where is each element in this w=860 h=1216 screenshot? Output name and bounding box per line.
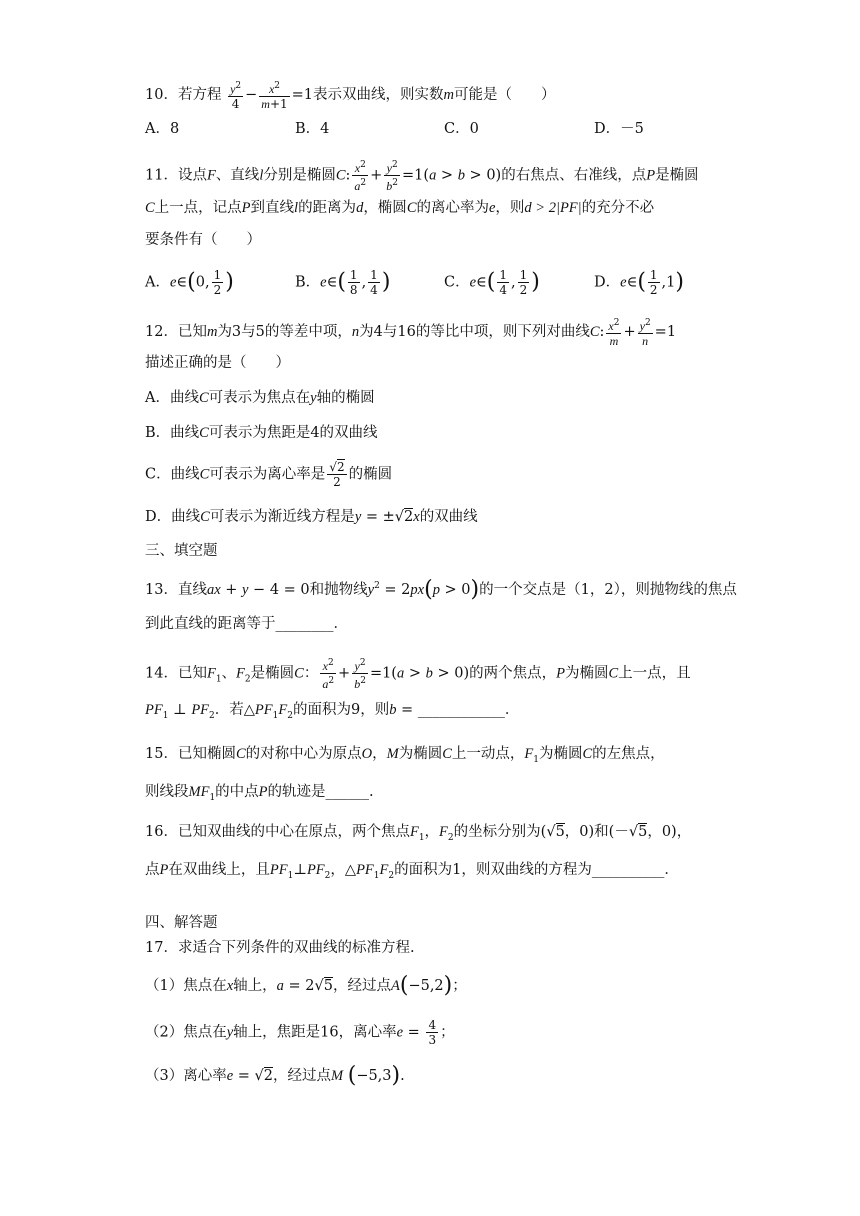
var-F: F [206,167,216,184]
text: 分别是椭圆 [263,167,336,184]
text: 的坐标分别为( [453,824,547,840]
text: 可表示为焦点在 [208,390,311,406]
text: 在双曲线上，且 [168,862,270,878]
condition: d > 2|PF| [524,200,582,216]
text: 为3与5的等差中项， [217,324,352,340]
text: 上一动点， [451,746,525,762]
q11-option-b: B．e∈( $\frac{1}{8}$ , $\frac{1}{4}$ ) [295,268,391,297]
text: （3）离心率 [145,1068,227,1084]
label: C． [444,274,470,291]
question-10: 10．若方程 $\frac{y^2}{4}$ − $\frac{x^2}{m+1}$ =1表示双曲线，则实数m可能是（ ） [145,81,556,111]
text: ， [372,746,387,762]
label: B．曲线 [145,425,200,441]
question-16-line-1: 16．已知双曲线的中心在原点，两个焦点$F_1$，$F_2$的坐标分别为(√5，0)和(－√5，0)， [145,824,692,843]
text: 可表示为渐近线方程是 [209,509,355,525]
text: ，0)和(－ [564,824,629,840]
text: 和抛物线 [309,581,368,598]
text: 轴上， [233,978,277,994]
question-12-line-2: 描述正确的是（ ） [145,355,290,371]
text: 上一点，记点 [154,200,242,216]
q11-option-a: A．e∈(0, $\frac{1}{2}$ ) [145,268,234,297]
q12-option-a: A．曲线C可表示为焦点在y轴的椭圆 [145,390,375,406]
question-12-line-1: 12．已知m为3与5的等差中项，n为4与16的等比中项，则下列对曲线C: $\frac{x^2}{m}$ + $\frac{y^2}{n}$ =1 [145,318,677,348]
text: （2）焦点在 [145,1024,227,1041]
text: 的面积为9，则 [292,702,390,718]
text: （1）焦点在 [145,978,227,994]
fraction: $\frac{x^2}{a^2}$ [354,160,367,193]
text: 可表示为离心率是 [209,466,326,483]
text: 的双曲线 [419,509,478,525]
text: 的两个焦点， [469,665,557,682]
var-e: e [488,200,496,216]
text: ，0)， [647,824,692,840]
label: D．曲线 [145,509,201,525]
text: ，△ [330,862,357,878]
q17-part-2: （2）焦点在y轴上，焦距是16，离心率e = $\frac{4}{3}$ ； [145,1018,455,1047]
fraction: $\frac{y^2}{4}$ [230,81,242,111]
text: 的左焦点， [592,746,665,762]
q12-option-d: D．曲线C可表示为渐近线方程是y = ±√2x的双曲线 [145,509,478,525]
text: ，椭圆 [363,200,407,216]
q10-option-b: B．4 [295,121,330,137]
text: 轴上，焦距是16，离心率 [233,1024,397,1041]
label: C．曲线 [145,466,200,483]
q10-option-c: C．0 [444,121,479,137]
q17-part-1: （1）焦点在x轴上，a = 2√5，经过点A(−5,2)； [145,973,467,998]
text: 可表示为焦距是4的双曲线 [208,425,378,441]
text: 的椭圆 [348,466,393,483]
text: 到直线 [250,200,295,216]
text: ．若 [214,702,244,718]
text: 点 [145,862,160,878]
var-l: l [259,167,264,184]
var-m: m [443,87,455,103]
text: 的面积为1，则双曲线的方程为__________． [394,862,679,878]
text: 15．已知椭圆 [145,746,236,762]
var-P: P [646,167,656,184]
question-17-title: 17．求适合下列条件的双曲线的标准方程. [145,940,415,956]
text: ，经过点 [333,978,391,994]
question-13-line-2: 到此直线的距离等于________． [145,616,348,632]
section-heading-solve: 四、解答题 [145,915,218,931]
q11-option-d: D．e∈( $\frac{1}{2}$ ,1) [594,268,684,297]
text: 轴的椭圆 [316,390,375,406]
q12-option-c: C．曲线C可表示为离心率是 $\frac{√2}{2}$ 的椭圆 [145,460,393,489]
text: 是椭圆 [250,665,295,682]
section-heading-fill-blank: 三、填空题 [145,543,218,559]
text: 14．已知 [145,665,207,682]
text: 上一点，且 [618,665,691,682]
text: 为椭圆 [564,665,609,682]
text: ，经过点 [273,1068,332,1084]
label: B． [295,274,321,291]
text: 、 [221,665,237,682]
q11-option-c: C．e∈( $\frac{1}{4}$ , $\frac{1}{2}$ ) [444,268,540,297]
q17-part-3: （3）离心率e = √2，经过点M (−5,3). [145,1063,405,1088]
text: 的右焦点、右准线，点 [501,167,647,184]
text: 为椭圆 [538,746,583,762]
text: ，则 [495,200,525,216]
text: 的离心率为 [416,200,489,216]
text: 的轨迹是______. [267,784,374,800]
q10-option-a: A．8 [145,121,180,137]
question-14-line-1: 14．已知$F_1$、$F_2$是椭圆C： $\frac{x^2}{a^2}$ + $\frac{y^2}{b^2}$ =1(a > b > 0)的两个焦点，P为椭圆C上一点，且 [145,658,691,691]
var-d: d [356,200,364,216]
text: 的一个交点是（1，2），则抛物线的焦点 [479,581,737,598]
question-13-line-1: 13．直线ax + y − 4 = 0和抛物线$y^2 = 2px(p > 0)$的一个交点是（1，2），则抛物线的焦点 [145,576,737,602]
text: 的充分不必 [581,200,655,216]
label: A． [145,274,170,291]
text: 的对称中心为原点 [245,746,362,762]
label: A．曲线 [145,390,199,406]
text: 16．已知双曲线的中心在原点，两个焦点 [145,824,410,840]
text: 是椭圆 [655,167,699,184]
text: 、直线 [215,167,260,184]
text: 的中点 [215,784,259,800]
question-11-line-1: 11．设点F、直线l分别是椭圆C: $\frac{x^2}{a^2}$ + $\frac{y^2}{b^2}$ =1(a > b > 0)的右焦点、右准线，点P是椭圆 [145,160,699,193]
text: 则线段 [145,784,189,800]
text: 为椭圆 [398,746,443,762]
text: 12．已知 [145,324,207,340]
text: 为4与16的等比中项，则下列对曲线 [359,324,590,340]
question-16-line-2: 点P在双曲线上，且$PF_1\perp PF_2$，$\triangle PF_1F_2$的面积为1，则双曲线的方程为__________． [145,862,679,881]
label: D． [594,274,621,291]
question-15-line-2: 则线段$MF_1$的中点P的轨迹是______. [145,784,374,803]
text: 的距离为 [298,200,357,216]
text: 13．直线 [145,581,207,598]
q10-stem: 10．若方程 [145,87,222,103]
text: 11．设点 [145,167,207,184]
question-15-line-1: 15．已知椭圆C的对称中心为原点O，M为椭圆C上一动点，$F_1$为椭圆C的左焦点， [145,746,665,765]
q10-tail: 可能是（ ） [454,87,556,103]
q10-option-d: D．－5 [594,121,644,137]
fraction: $\frac{y^2}{b^2}$ [386,160,399,193]
question-14-line-2: $PF_1$ ⊥ $PF_2$．若$\triangle PF_1F_2$的面积为9，则b = ____________． [145,702,520,721]
q10-text: 表示双曲线，则实数 [313,87,444,103]
q12-option-b: B．曲线C可表示为焦距是4的双曲线 [145,425,378,441]
fraction: $\frac{x^2}{m+1}$ [261,81,288,111]
answer-blank: ____________． [417,702,520,718]
question-11-line-3: 要条件有（ ） [145,232,261,248]
question-11-line-2: C上一点，记点P到直线l的距离为d，椭圆C的离心率为e，则d > 2|PF|的充分不必 [145,200,655,216]
